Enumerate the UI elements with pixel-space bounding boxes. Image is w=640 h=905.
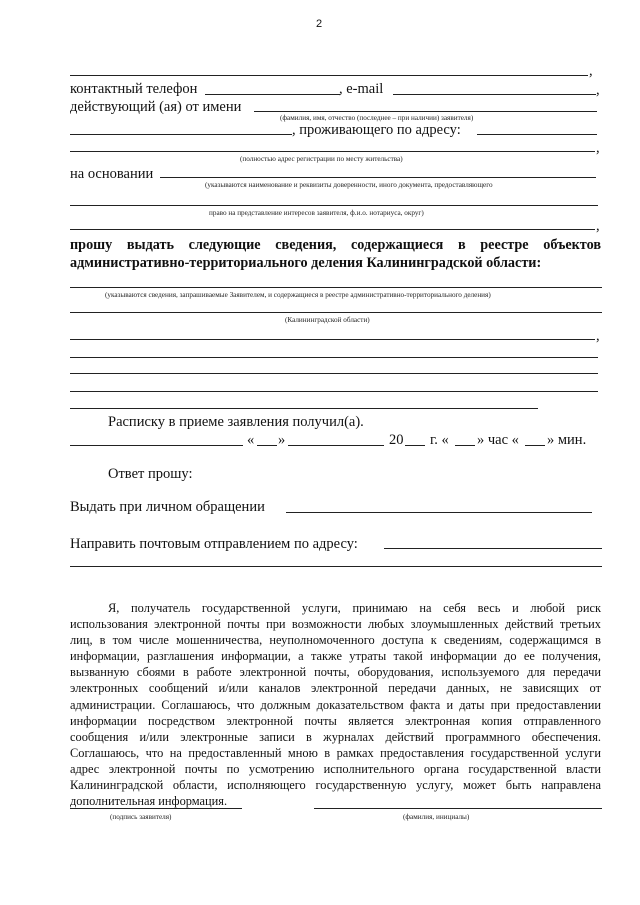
comma: ,: [596, 218, 600, 234]
consent-line: дополнительная информация.: [70, 794, 228, 809]
residing-label: , проживающего по адресу:: [292, 122, 461, 138]
consent-line: адрес электронной почты по усмотрению исполнительного органа государственной власти: [70, 761, 601, 776]
mail-label: Направить почтовым отправлением по адресу:: [70, 536, 358, 552]
minute-label: » мин.: [547, 432, 587, 448]
receiver-field[interactable]: [70, 445, 243, 446]
request-line-2: административно-территориального деления Калининградской области:: [70, 255, 542, 271]
month-field[interactable]: [288, 445, 384, 446]
consent-line: сообщения и/или электронные записи в журналах действий программного обеспечения.: [70, 729, 601, 744]
minute-field[interactable]: [525, 445, 545, 446]
basis-label: на основании: [70, 166, 154, 182]
caption-address: (полностью адрес регистрации по месту жительства): [240, 155, 403, 163]
phone-label: контактный телефон: [70, 81, 198, 97]
caption-fio: (фамилия, имя, отчество (последнее – при наличии) заявителя): [280, 114, 474, 122]
consent-line: администрации. Соглашаюсь, что должным доказательством факта и даты при предоставлении: [70, 697, 601, 712]
day-field[interactable]: [257, 445, 277, 446]
signature-field[interactable]: [70, 808, 242, 809]
comma: ,: [596, 328, 600, 344]
year-g-label: г. «: [430, 432, 449, 448]
consent-line: Соглашаюсь, что на предоставленный мною в рамках предоставления государственной услуги: [70, 745, 601, 760]
info-line-1[interactable]: [70, 287, 602, 288]
answer-label: Ответ прошу:: [108, 466, 193, 482]
top-blank-line: [70, 75, 588, 76]
address-line-2[interactable]: [70, 151, 595, 152]
applicant-name-field[interactable]: [254, 111, 597, 112]
acting-label: действующий (ая) от имени: [70, 99, 242, 115]
date-quote-close: »: [278, 432, 286, 448]
hour-field[interactable]: [455, 445, 475, 446]
year-field[interactable]: [405, 445, 425, 446]
info-line-4[interactable]: [70, 357, 598, 358]
consent-line: информации посредством электронной почты является электронная копия отправленного: [70, 713, 601, 728]
basis-line-2[interactable]: [70, 205, 598, 206]
consent-line: использования электронной почты при возможности любых злоумышленных действий третьих: [70, 617, 601, 632]
consent-paragraph: [70, 600, 601, 809]
mail-address-line-2[interactable]: [70, 566, 602, 567]
consent-line: Калининградской области, исполняющего государственную услугу, может быть направлена: [70, 778, 601, 793]
personal-field[interactable]: [286, 512, 592, 513]
email-field[interactable]: [393, 94, 596, 95]
date-quote-open: «: [247, 432, 255, 448]
hour-label: » час «: [477, 432, 519, 448]
info-line-7[interactable]: [70, 408, 538, 409]
info-line-3[interactable]: [70, 339, 595, 340]
caption-initials: (фамилия, инициалы): [403, 813, 470, 821]
consent-line: вызванную сбоями в работе электронной почты, оборудования, используемого для передачи: [70, 665, 601, 680]
request-line-1: прошу выдать следующие сведения, содержащиеся в реестре объектов: [70, 237, 601, 253]
receipt-label: Расписку в приеме заявления получил(а).: [108, 414, 364, 430]
address-field[interactable]: [477, 134, 597, 135]
caption-signature: (подпись заявителя): [110, 813, 172, 821]
mail-address-field[interactable]: [384, 548, 602, 549]
basis-field[interactable]: [160, 177, 596, 178]
email-label: , e-mail: [339, 81, 384, 97]
caption-rights: право на представление интересов заявителя, ф.и.о. нотариуса, округ): [209, 209, 424, 217]
comma: ,: [589, 63, 593, 79]
info-line-2[interactable]: [70, 312, 602, 313]
phone-field[interactable]: [205, 94, 340, 95]
initials-field[interactable]: [314, 808, 602, 809]
basis-line-3[interactable]: [70, 229, 595, 230]
info-line-5[interactable]: [70, 373, 598, 374]
caption-region: (Калининградской области): [285, 316, 370, 324]
page-number: 2: [316, 18, 323, 30]
consent-line: Я, получатель государственной услуги, принимаю на себя весь и любой риск: [108, 601, 601, 615]
comma: ,: [596, 82, 600, 98]
caption-info: (указываются сведения, запрашиваемые Заявителем, и содержащиеся в реестре административно-территориального деления): [105, 291, 491, 299]
personal-label: Выдать при личном обращении: [70, 499, 265, 515]
consent-line: информации, разглашения информации, а также утраты такой информации до ее получения,: [70, 649, 601, 664]
comma: ,: [596, 140, 600, 156]
year-prefix: 20: [389, 432, 404, 448]
residing-name-field[interactable]: [70, 134, 292, 135]
consent-line: лиц, в том числе мошенничества, неуполномоченного доступа к сведениям, содержащимся в: [70, 633, 601, 648]
info-line-6[interactable]: [70, 391, 598, 392]
consent-line: электронных сообщений и/или каналов электронной передачи данных, не зависящих от: [70, 681, 601, 696]
caption-power: (указываются наименование и реквизиты доверенности, иного документа, предоставляющего: [205, 181, 493, 189]
request-heading: [70, 236, 601, 272]
